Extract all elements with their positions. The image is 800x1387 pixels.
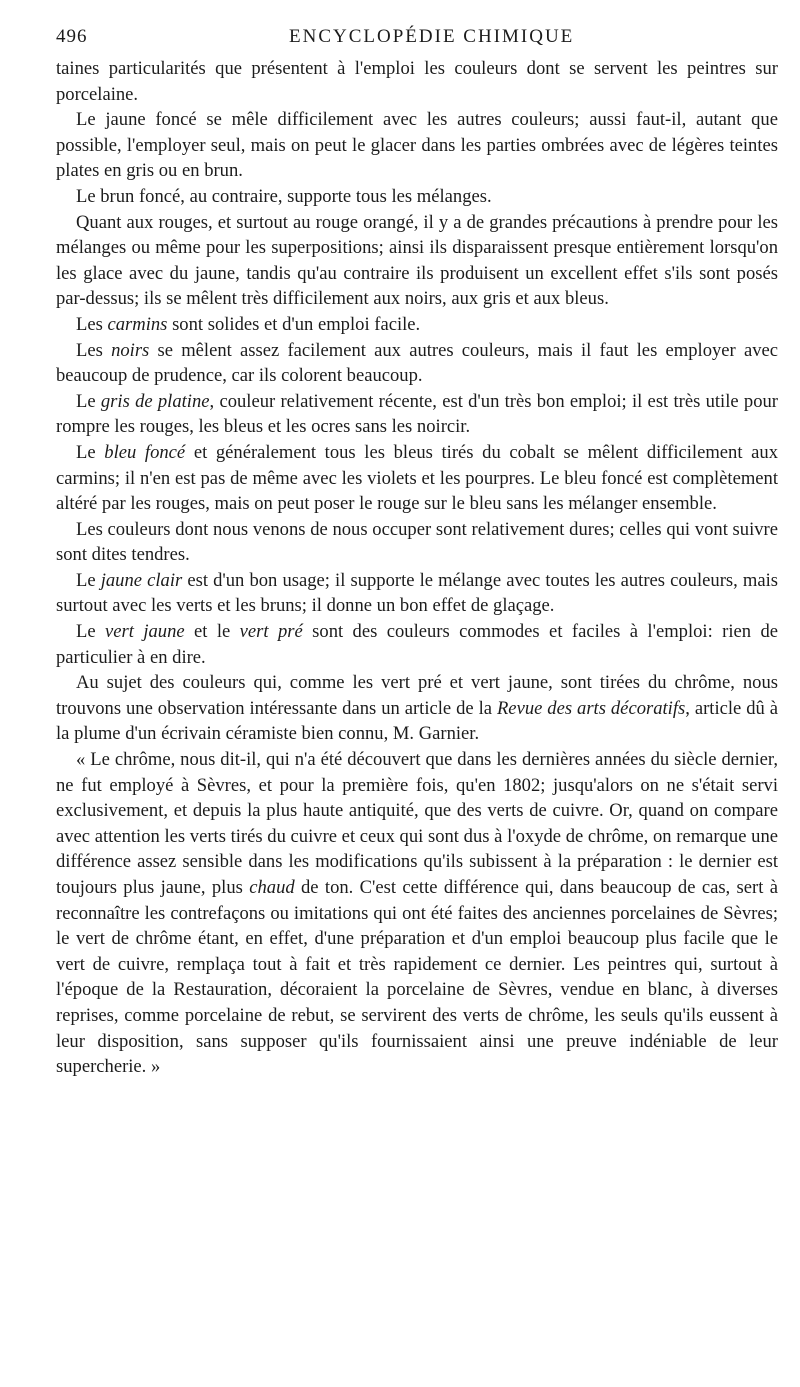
text-run: sont solides et d'un emploi facile. xyxy=(167,313,421,335)
text-run: Au sujet des couleurs qui, comme les vert pré et vert jaune, sont tirées du chrôme, nous trouvons une observation intéressante dans un article de la xyxy=(56,672,778,719)
italic-term: vert jaune xyxy=(105,621,185,643)
text-run: Le xyxy=(76,441,105,463)
paragraph xyxy=(56,312,778,338)
text-run: taines particularités que présentent à l'emploi les couleurs dont se servent les peintres sur porcelaine. xyxy=(56,58,778,105)
italic-title: Revue des arts décoratifs xyxy=(496,697,686,719)
paragraph xyxy=(56,440,778,517)
text-run: de ton. C'est cette différence qui, dans beaucoup de cas, sert à reconnaître les contrefaçons ou imitations qui ont été faites des anciennes porcelaines de Sèvres; le vert de chrôme étant, en effet, d'une préparation et d'un emploi beaucoup plus facile que le vert de cuivre, remplaça tout à fait et très rapidement ce dernier. Les peintres qui, surtout à l'époque de la Restauration, décoraient la porcelaine de Sèvres, vendue en blanc, à diverses reprises, comme porcelaine de rebut, se servirent des verts de chrôme, les seuls qu'ils eussent à leur disposition, sans supposer qu'ils fournissaient ainsi une preuve indéniable de leur supercherie. » xyxy=(56,877,778,1078)
paragraph xyxy=(56,568,778,619)
page-number: 496 xyxy=(56,26,88,47)
text-run: Quant aux rouges, et surtout au rouge orangé, il y a de grandes précautions à prendre pour les mélanges ou même pour les superpositions; ainsi ils disparaissent presque entièrement lorsqu'on les glace avec du jaune, tandis qu'au contraire ils produisent un excellent effet s'ils sont posés par-dessus; ils se mêlent très difficilement aux noirs, aux gris et aux bleus. xyxy=(56,211,778,310)
text-run: se mêlent assez facilement aux autres couleurs, mais il faut les employer avec beaucoup de prudence, car ils colorent beaucoup. xyxy=(56,339,778,387)
paragraph xyxy=(56,389,778,440)
text-run: Le xyxy=(76,390,101,412)
paragraph xyxy=(56,338,778,389)
paragraph xyxy=(56,184,778,210)
text-run: , couleur relativement récente, est d'un très bon emploi; il est très utile pour rompre les rouges, les bleus et les ocres sans les noircir. xyxy=(56,390,778,438)
text-run: Le xyxy=(76,569,101,591)
text-run: , article dû à la plume d'un écrivain céramiste bien connu, M. Garnier. xyxy=(56,697,779,745)
body-text xyxy=(56,56,778,1080)
text-run: Le jaune foncé se mêle difficilement avec les autres couleurs; aussi faut-il, autant que possible, l'employer seul, mais on peut le glacer dans les parties ombrées avec de légères teintes plates en gris ou en brun. xyxy=(56,109,778,182)
paragraph xyxy=(56,619,778,670)
page-header xyxy=(56,26,776,52)
paragraph xyxy=(56,107,778,184)
text-run: sont des couleurs commodes et faciles à l'emploi: rien de particulier à en dire. xyxy=(56,621,779,668)
text-run: « Le chrôme, nous dit-il, qui n'a été découvert que dans les dernières années du siècle dernier, ne fut employé à Sèvres, et pour la première fois, qu'en 1802; jusqu'alors on ne s'était servi exclusivement, et depuis la plus haute antiquité, que des verts de cuivre. Or, quand on compare avec attention les verts tirés du cuivre et ceux qui sont dus à l'oxyde de chrôme, on remarque une différence assez sensible dans les modifications qu'ils subissent à la préparation : le dernier est toujours plus jaune, plus xyxy=(56,749,778,898)
italic-term: chaud xyxy=(249,877,295,898)
text-run: Le brun foncé, au contraire, supporte tous les mélanges. xyxy=(76,185,492,207)
italic-term: vert pré xyxy=(239,621,303,643)
quotation-paragraph xyxy=(56,747,778,1080)
text-run: Les xyxy=(76,313,108,335)
italic-term: noirs xyxy=(111,339,150,361)
italic-term: jaune clair xyxy=(100,569,183,591)
italic-term: gris de platine xyxy=(100,390,210,412)
paragraph xyxy=(56,56,778,107)
text-run: est d'un bon usage; il supporte le mélange avec toutes les autres couleurs, mais surtout avec les verts et les bruns; il donne un bon effet de glaçage. xyxy=(56,569,778,617)
text-run: Les couleurs dont nous venons de nous occuper sont relativement dures; celles qui vont suivre sont dites tendres. xyxy=(56,518,778,566)
paragraph xyxy=(56,670,778,747)
text-run: et le xyxy=(184,621,240,643)
text-run: Les xyxy=(76,339,112,361)
text-run: Le xyxy=(76,621,106,643)
paragraph xyxy=(56,210,778,312)
paragraph xyxy=(56,517,778,568)
italic-term: bleu foncé xyxy=(104,441,186,463)
italic-term: carmins xyxy=(107,313,168,335)
text-run: et généralement tous les bleus tirés du cobalt se mêlent difficilement aux carmins; il n'en est pas de même avec les violets et les pourpres. Le bleu foncé est complètement altéré par les rouges, mais on peut poser le rouge sur le bleu sans les mélanger ensemble. xyxy=(56,441,778,515)
running-title: ENCYCLOPÉDIE CHIMIQUE xyxy=(289,26,575,47)
